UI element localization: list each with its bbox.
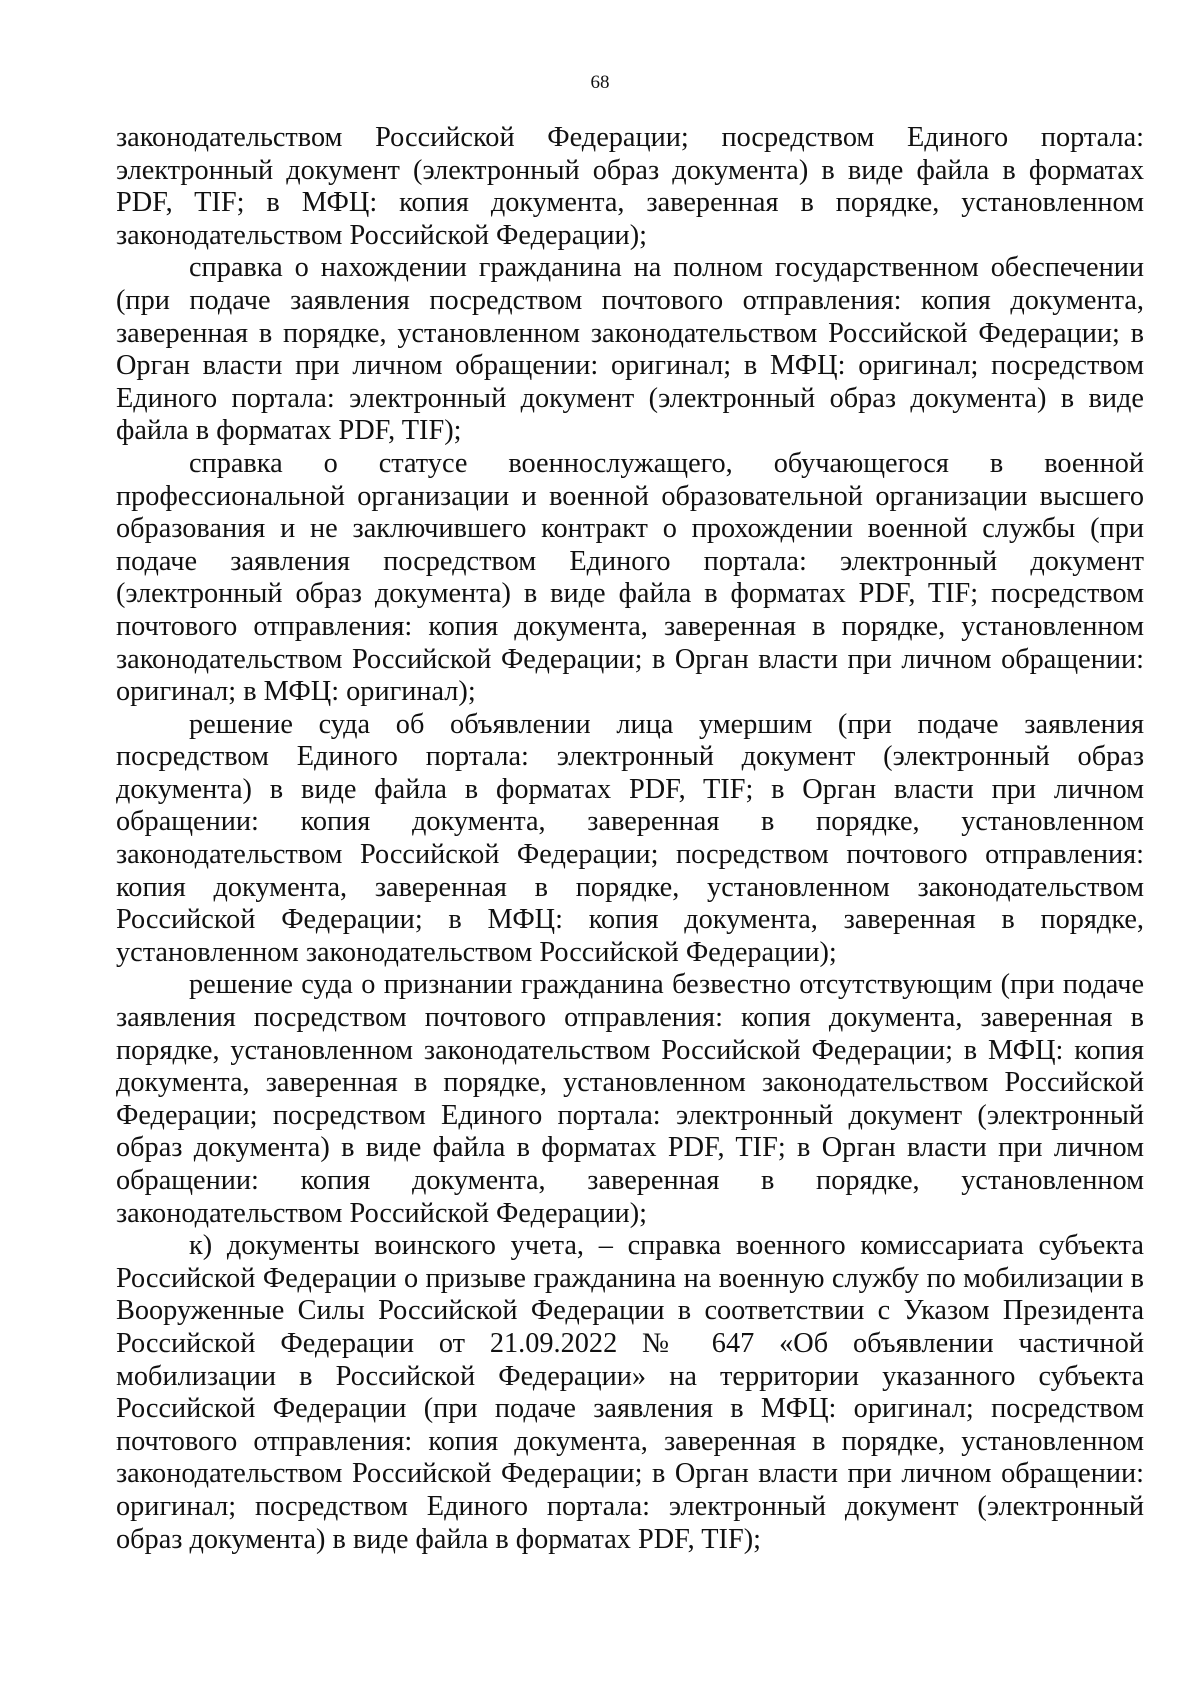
page-number: 68 (590, 72, 610, 93)
paragraph-state-support-certificate: справка о нахождении гражданина на полном государственном обеспечении (при подаче заявления посредством почтового отправления: копия документа, заверенная в порядке, установленном законодательством Российской Федерации; в Орган власти при личном обращении: оригинал; в МФЦ: оригинал; посредством Единого портала: электронный документ (электронный образ документа) в виде файла в форматах PDF, TIF); (116, 252, 1144, 447)
paragraph-continuation: законодательством Российской Федерации; посредством Единого портала: электронный документ (электронный образ документа) в виде файла в форматах PDF, TIF; в МФЦ: копия документа, заверенная в порядке, установленном законодательством Российской Федерации); (116, 122, 1144, 251)
paragraph-court-decision-missing: решение суда о признании гражданина безвестно отсутствующим (при подаче заявления посредством почтового отправления: копия документа, заверенная в порядке, установленном законодательством Российской Федерации; в МФЦ: копия документа, заверенная в порядке, установленном законодательством Российской Федерации; посредством Единого портала: электронный документ (электронный образ документа) в виде файла в форматах PDF, TIF; в Орган власти при личном обращении: копия документа, заверенная в порядке, установленном законодательством Российской Федерации); (116, 969, 1144, 1229)
paragraph-court-decision-deceased: решение суда об объявлении лица умершим (при подаче заявления посредством Единого портала: электронный документ (электронный образ документа) в виде файла в форматах PDF, TIF; в Орган власти при личном обращении: копия документа, заверенная в порядке, установленном законодательством Российской Федерации; посредством почтового отправления: копия документа, заверенная в порядке, установленном законодательством Российской Федерации; в МФЦ: копия документа, заверенная в порядке, установленном законодательством Российской Федерации); (116, 708, 1144, 968)
paragraph-military-student-certificate: справка о статусе военнослужащего, обучающегося в военной профессиональной организации и военной образовательной организации высшего образования и не заключившего контракт о прохождении военной службы (при подаче заявления посредством Единого портала: электронный документ (электронный образ документа) в виде файла в форматах PDF, TIF; посредством почтового отправления: копия документа, заверенная в порядке, установленном законодательством Российской Федерации; в Орган власти при личном обращении: оригинал; в МФЦ: оригинал); (116, 447, 1144, 708)
paragraph-military-registration-documents: к) документы воинского учета, – справка военного комиссариата субъекта Российской Федерации о призыве гражданина на военную службу по мобилизации в Вооруженные Силы Российской Федерации в соответствии с Указом Президента Российской Федерации от 21.09.2022 № 647 «Об объявлении частичной мобилизации в Российской Федерации» на территории указанного субъекта Российской Федерации (при подаче заявления в МФЦ: оригинал; посредством почтового отправления: копия документа, заверенная в порядке, установленном законодательством Российской Федерации; в Орган власти при личном обращении: оригинал; посредством Единого портала: электронный документ (электронный образ документа) в виде файла в форматах PDF, TIF); (116, 1230, 1144, 1555)
document-body (116, 122, 1144, 1556)
